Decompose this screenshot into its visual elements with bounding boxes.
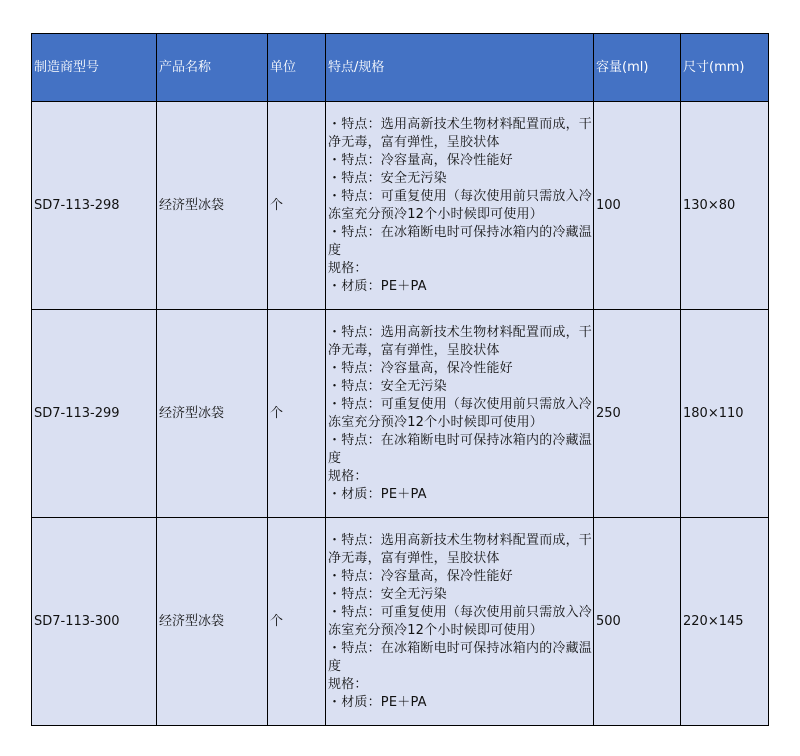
header-product-name: 产品名称: [157, 34, 268, 102]
cell-capacity: 500: [594, 518, 681, 726]
feature-list: [328, 116, 593, 296]
header-size: 尺寸(mm): [681, 34, 769, 102]
table-header: [32, 34, 769, 102]
material-line: ・材质：PE＋PA: [328, 486, 427, 502]
cell-features: [326, 518, 594, 726]
spec-heading: 规格：: [328, 676, 368, 692]
cell-model: SD7-113-298: [32, 102, 157, 310]
feature-line: ・特点：选用高新技术生物材料配置而成，干净无毒，富有弹性，呈胶状体: [328, 116, 593, 150]
header-row: [32, 34, 769, 102]
cell-model: SD7-113-300: [32, 518, 157, 726]
feature-line: ・特点：选用高新技术生物材料配置而成，干净无毒，富有弹性，呈胶状体: [328, 532, 593, 566]
table-row: [32, 518, 769, 726]
feature-line: ・特点：冷容量高，保冷性能好: [328, 152, 513, 168]
table-row: [32, 102, 769, 310]
cell-size: 180×110: [681, 310, 769, 518]
table-row: [32, 310, 769, 518]
cell-unit: 个: [268, 518, 326, 726]
material-line: ・材质：PE＋PA: [328, 278, 427, 294]
cell-product-name: 经济型冰袋: [157, 102, 268, 310]
feature-line: ・特点：冷容量高，保冷性能好: [328, 360, 513, 376]
header-model: 制造商型号: [32, 34, 157, 102]
feature-line: ・特点：安全无污染: [328, 170, 447, 186]
feature-line: ・特点：安全无污染: [328, 378, 447, 394]
cell-features: [326, 310, 594, 518]
feature-line: ・特点：在冰箱断电时可保持冰箱内的冷藏温度: [328, 640, 593, 674]
table-body: [32, 102, 769, 726]
material-line: ・材质：PE＋PA: [328, 694, 427, 710]
feature-line: ・特点：选用高新技术生物材料配置而成，干净无毒，富有弹性，呈胶状体: [328, 324, 593, 358]
feature-line: ・特点：可重复使用（每次使用前只需放入冷冻室充分预冷12个小时候即可使用）: [328, 396, 593, 430]
feature-line: ・特点：冷容量高，保冷性能好: [328, 568, 513, 584]
cell-model: SD7-113-299: [32, 310, 157, 518]
feature-list: [328, 324, 593, 504]
cell-size: 220×145: [681, 518, 769, 726]
feature-line: ・特点：在冰箱断电时可保持冰箱内的冷藏温度: [328, 432, 593, 466]
header-features-spec: 特点/规格: [326, 34, 594, 102]
cell-capacity: 250: [594, 310, 681, 518]
cell-unit: 个: [268, 102, 326, 310]
header-unit: 单位: [268, 34, 326, 102]
feature-line: ・特点：在冰箱断电时可保持冰箱内的冷藏温度: [328, 224, 593, 258]
feature-line: ・特点：安全无污染: [328, 586, 447, 602]
product-spec-table: [31, 33, 769, 726]
cell-size: 130×80: [681, 102, 769, 310]
cell-unit: 个: [268, 310, 326, 518]
cell-features: [326, 102, 594, 310]
feature-line: ・特点：可重复使用（每次使用前只需放入冷冻室充分预冷12个小时候即可使用）: [328, 604, 593, 638]
cell-product-name: 经济型冰袋: [157, 310, 268, 518]
spec-heading: 规格：: [328, 468, 368, 484]
feature-list: [328, 532, 593, 712]
cell-product-name: 经济型冰袋: [157, 518, 268, 726]
spec-heading: 规格：: [328, 260, 368, 276]
cell-capacity: 100: [594, 102, 681, 310]
feature-line: ・特点：可重复使用（每次使用前只需放入冷冻室充分预冷12个小时候即可使用）: [328, 188, 593, 222]
header-capacity: 容量(ml): [594, 34, 681, 102]
